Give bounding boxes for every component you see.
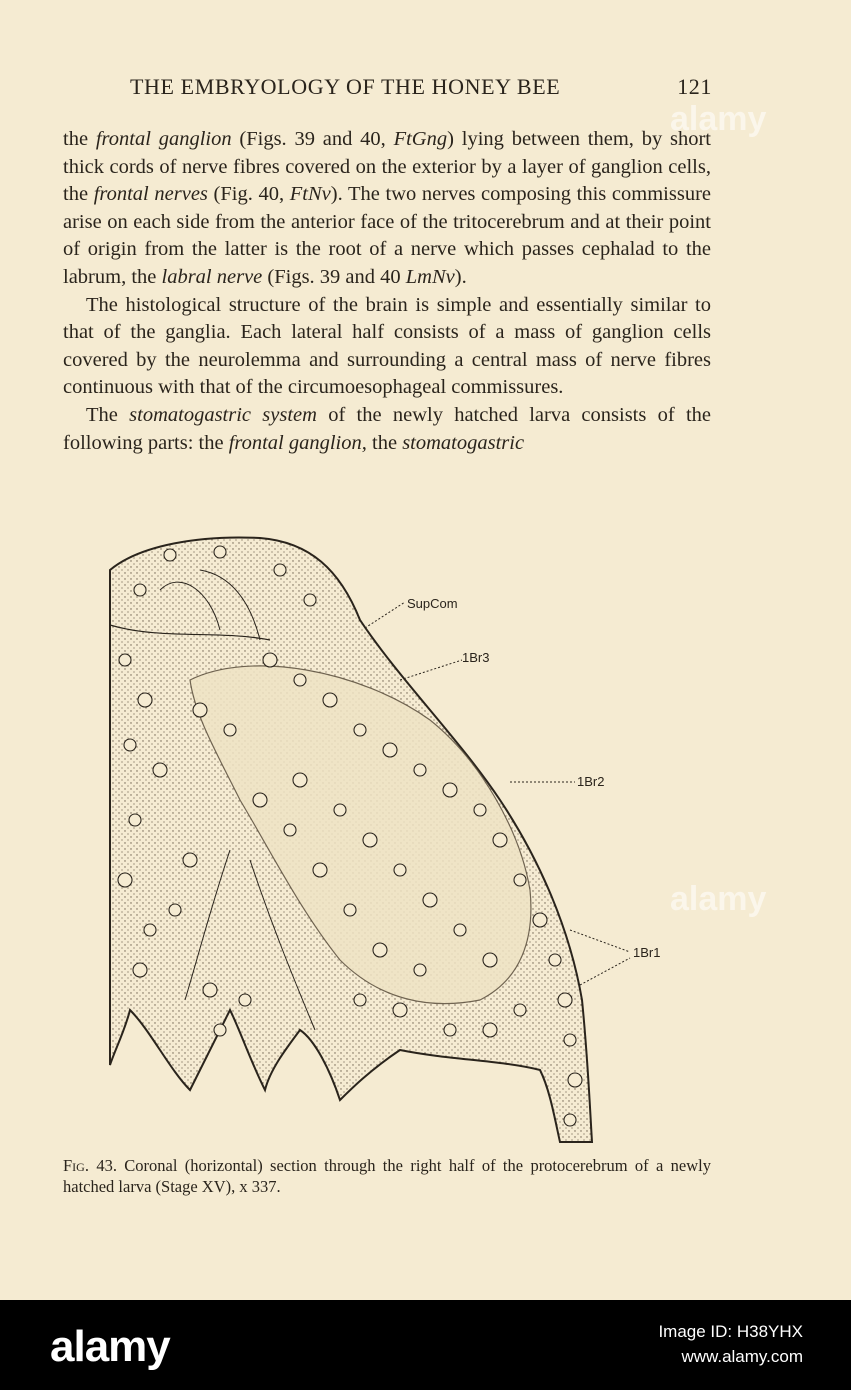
label-br2: 1Br2 xyxy=(577,774,605,789)
image-id: Image ID: H38YHX xyxy=(658,1322,803,1341)
label-supcom: SupCom xyxy=(407,596,458,611)
label-br3: 1Br3 xyxy=(462,650,490,665)
paragraph-2: The histological structure of the brain is simple and essentially similar to that of the ganglia. Each lateral half consists of a mass of ganglion cells covered by the neurolemma and surrounding a central mass of nerve fibres continuous with that of the circumoesophageal commissures. xyxy=(63,293,711,399)
paragraph-3: The stomatogastric system of the newly hatched larva consists of the following parts: the frontal ganglion, the stomatogastric xyxy=(63,403,712,454)
figure-caption xyxy=(63,1155,711,1197)
figure-43-illustration xyxy=(100,530,700,1155)
protocerebrum-section-drawing xyxy=(100,530,700,1155)
body-text xyxy=(63,126,711,457)
running-title: THE EMBRYOLOGY OF THE HONEY BEE xyxy=(130,74,561,99)
watermark: alamy xyxy=(670,880,767,918)
stock-footer-bar xyxy=(0,1300,851,1390)
stock-url: www.alamy.com xyxy=(681,1347,803,1366)
caption-figure-number: Fig. 43. xyxy=(63,1156,117,1175)
alamy-logo: alamy xyxy=(50,1322,170,1371)
watermark: alamy xyxy=(670,100,767,138)
paragraph-1: the frontal ganglion (Figs. 39 and 40, FtGng) lying between them, by short thick cords of nerve fibres covered on the exterior by a layer of ganglion cells, the frontal nerves (Fig. 40, FtNv). The two nerves composing this commissure arise on each side from the anterior face of the tritocerebrum and at their point of origin from the latter is the root of a nerve which passes cephalad to the labrum, the labral nerve (Figs. 39 and 40 LmNv). xyxy=(63,128,711,288)
caption-text: Coronal (horizontal) section through the right half of the protocerebrum of a newly hatched larva (Stage XV), x 337. xyxy=(63,1156,712,1196)
label-br1: 1Br1 xyxy=(633,945,661,960)
page-number: 121 xyxy=(677,74,712,99)
